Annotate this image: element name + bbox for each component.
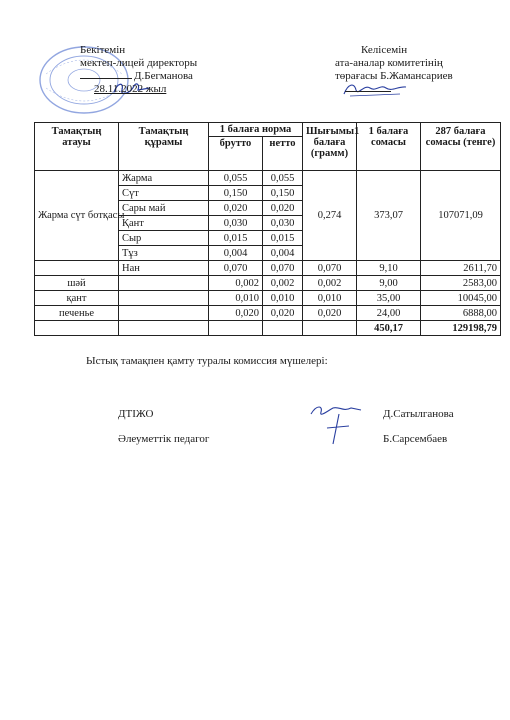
dish-cost-total-cell: 107071,09 xyxy=(421,171,501,261)
item-yield: 0,010 xyxy=(303,291,357,306)
dish-yield-cell: 0,274 xyxy=(303,171,357,261)
member-name: Б.Сарсембаев xyxy=(383,433,448,445)
empty-cell xyxy=(119,321,209,336)
approve-position: мектеп-лицей директоры xyxy=(80,57,198,69)
item-cost-total: 6888,00 xyxy=(421,306,501,321)
ingredient-gross: 0,150 xyxy=(209,186,263,201)
dish-cost-per-child-cell: 373,07 xyxy=(357,171,421,261)
header-composition: Тамақтың құрамы xyxy=(119,123,209,171)
ingredient-gross: 0,030 xyxy=(209,216,263,231)
approve-date: 28.11.2022 жыл xyxy=(94,83,167,95)
commission-title: Ыстық тамақпен қамту туралы комиссия мүшелері: xyxy=(86,355,328,367)
member-name: Д.Сатылганова xyxy=(383,408,454,420)
empty-cell xyxy=(303,321,357,336)
agree-name: төрағасы Б.Жамансариев xyxy=(335,70,453,82)
item-net: 0,002 xyxy=(263,276,303,291)
agree-position: ата-аналар комитетінің xyxy=(335,57,443,69)
ingredient-name: Сары май xyxy=(119,201,209,216)
header-norm: 1 балаға норма xyxy=(209,123,303,137)
bread-name: Нан xyxy=(119,261,209,276)
ingredient-net: 0,020 xyxy=(263,201,303,216)
ingredient-gross: 0,055 xyxy=(209,171,263,186)
bread-cost-total: 2611,70 xyxy=(421,261,501,276)
ingredient-name: Қант xyxy=(119,216,209,231)
total-row xyxy=(35,321,501,336)
bread-net: 0,070 xyxy=(263,261,303,276)
menu-cost-table xyxy=(34,122,501,336)
ingredient-gross: 0,020 xyxy=(209,201,263,216)
header-cost-per-child: 1 балаға сомасы xyxy=(357,123,421,171)
signature-underline xyxy=(345,91,391,92)
item-net: 0,010 xyxy=(263,291,303,306)
total-cost-per-child: 450,17 xyxy=(357,321,421,336)
header-dish-name: Тамақтың атауы xyxy=(35,123,119,171)
item-yield: 0,002 xyxy=(303,276,357,291)
item-name: қант xyxy=(35,291,119,306)
ingredient-name: Сүт xyxy=(119,186,209,201)
ingredient-gross: 0,004 xyxy=(209,246,263,261)
ingredient-name: Сыр xyxy=(119,231,209,246)
item-name: шәй xyxy=(35,276,119,291)
bread-gross: 0,070 xyxy=(209,261,263,276)
item-name: печенье xyxy=(35,306,119,321)
approve-title: Бекітемін xyxy=(80,44,126,56)
ingredient-net: 0,015 xyxy=(263,231,303,246)
commission-signature-icon xyxy=(305,400,367,448)
table-row xyxy=(35,276,501,291)
total-cost-total: 129198,79 xyxy=(421,321,501,336)
ingredient-name: Тұз xyxy=(119,246,209,261)
item-net: 0,020 xyxy=(263,306,303,321)
bread-cost-per-child: 9,10 xyxy=(357,261,421,276)
item-cost-per-child: 24,00 xyxy=(357,306,421,321)
ingredient-gross: 0,015 xyxy=(209,231,263,246)
header-yield: Шығымы1 балаға (грамм) xyxy=(303,123,357,171)
empty-cell xyxy=(119,276,209,291)
empty-cell xyxy=(263,321,303,336)
agreement-block xyxy=(335,44,505,96)
empty-cell xyxy=(209,321,263,336)
empty-cell xyxy=(35,261,119,276)
item-gross: 0,010 xyxy=(209,291,263,306)
approval-block xyxy=(80,44,290,96)
signature-underline xyxy=(80,78,132,79)
member-role: Әлеуметтік педагог xyxy=(118,433,210,445)
item-gross: 0,002 xyxy=(209,276,263,291)
empty-cell xyxy=(119,291,209,306)
item-yield: 0,020 xyxy=(303,306,357,321)
table-row xyxy=(35,306,501,321)
empty-cell xyxy=(119,306,209,321)
approve-name: Д.Бегманова xyxy=(134,70,193,82)
item-cost-total: 2583,00 xyxy=(421,276,501,291)
ingredient-net: 0,055 xyxy=(263,171,303,186)
ingredient-name: Жарма xyxy=(119,171,209,186)
table-row xyxy=(35,171,501,186)
item-gross: 0,020 xyxy=(209,306,263,321)
header-cost-total: 287 балаға сомасы (тенге) xyxy=(421,123,501,171)
agree-signature-line xyxy=(335,83,505,96)
dish-name-cell: Жарма сүт ботқасы xyxy=(35,171,119,261)
table-row xyxy=(35,291,501,306)
ingredient-net: 0,150 xyxy=(263,186,303,201)
member-role: ДТІЖО xyxy=(118,408,154,420)
item-cost-per-child: 9,00 xyxy=(357,276,421,291)
table-row xyxy=(35,261,501,276)
bread-yield: 0,070 xyxy=(303,261,357,276)
empty-cell xyxy=(35,321,119,336)
item-cost-total: 10045,00 xyxy=(421,291,501,306)
ingredient-net: 0,004 xyxy=(263,246,303,261)
ingredient-net: 0,030 xyxy=(263,216,303,231)
agree-title: Келісемін xyxy=(361,44,408,56)
item-cost-per-child: 35,00 xyxy=(357,291,421,306)
approve-signature-line xyxy=(80,70,290,83)
header-gross: брутто xyxy=(209,137,263,171)
header-net: нетто xyxy=(263,137,303,171)
